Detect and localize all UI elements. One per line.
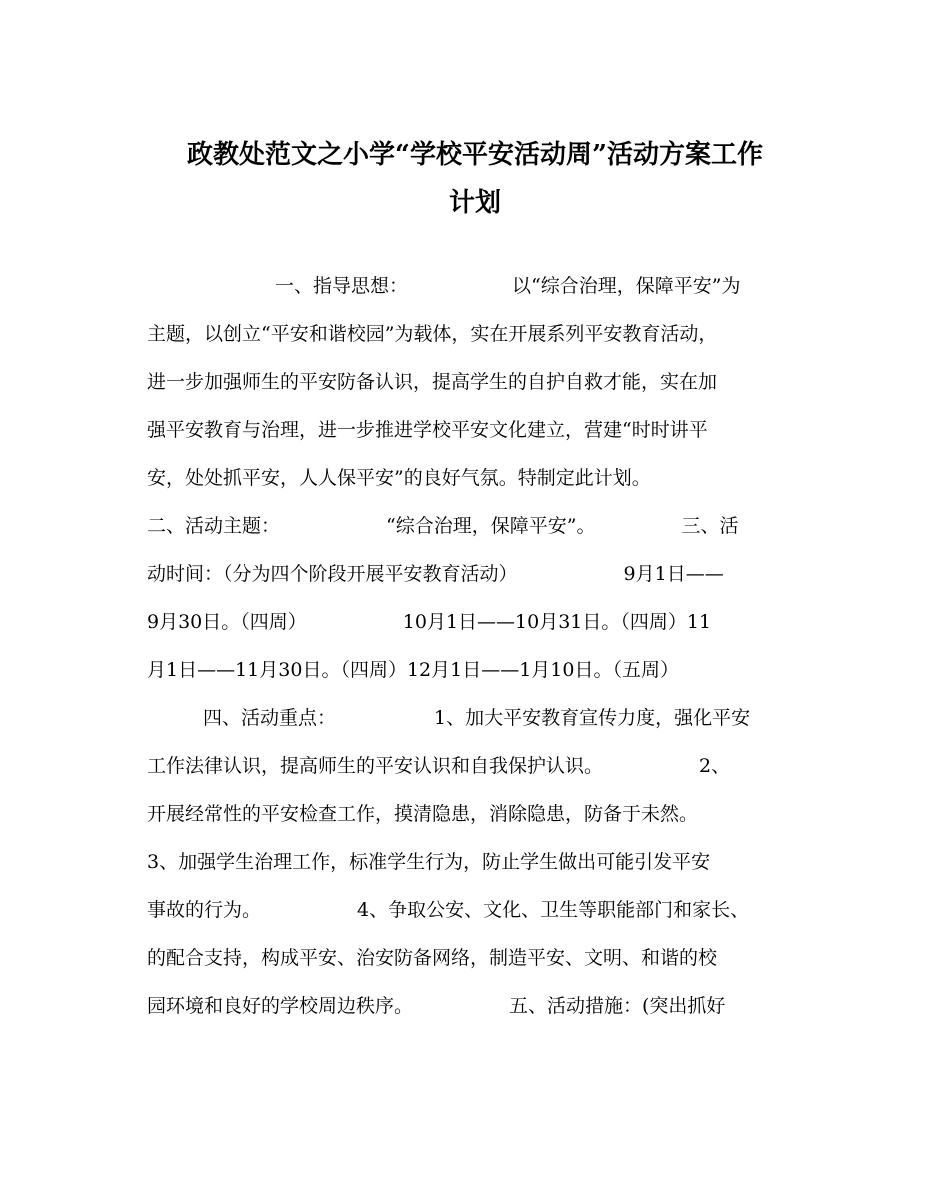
body-line bbox=[147, 848, 803, 876]
body-text-segment: 10月1日——10月31日。（四周）11 bbox=[402, 611, 712, 633]
body-text-segment: 月1日——11月30日。（四周）12月1日——1月10日。（五周） bbox=[147, 659, 679, 681]
body-text-segment: 动时间：（分为四个阶段开展平安教育活动） bbox=[147, 563, 518, 585]
body-line bbox=[147, 704, 803, 732]
body-line bbox=[147, 992, 803, 1020]
body-text-segment: 进一步加强师生的平安防备认识，提高学生的自护自救才能，实在加 bbox=[147, 371, 718, 393]
body-text-segment: 四、活动重点： bbox=[203, 707, 337, 729]
body-line bbox=[147, 752, 803, 780]
body-text-segment: 强平安教育与治理，进一步推进学校平安文化建立，营建“时时讲平 bbox=[147, 419, 708, 441]
body-text-segment: 以“综合治理，保障平安”为 bbox=[512, 275, 741, 297]
body-text-segment: 开展经常性的平安检查工作，摸清隐患，消除隐患，防备于未然。 bbox=[147, 803, 699, 825]
body-line bbox=[147, 512, 803, 540]
body-line bbox=[147, 368, 803, 396]
body-text-segment: 2、 bbox=[699, 755, 731, 777]
body-line bbox=[147, 896, 803, 924]
body-line bbox=[147, 944, 803, 972]
body-line bbox=[147, 272, 803, 300]
body-text-segment: 安，处处抓平安，人人保平安”的良好气氛。特制定此计划。 bbox=[147, 467, 651, 489]
body-line bbox=[147, 416, 803, 444]
body-text-segment: 园环境和良好的学校周边秩序。 bbox=[147, 995, 414, 1017]
body-line bbox=[147, 320, 803, 348]
body-text-segment: 三、活 bbox=[681, 515, 739, 537]
body-line bbox=[147, 800, 803, 828]
body-text-segment: 工作法律认识，提高师生的平安认识和自我保护认识。 bbox=[147, 755, 604, 777]
body-line bbox=[147, 608, 803, 636]
body-text-segment: 五、活动措施：(突出抓好 bbox=[509, 995, 726, 1017]
body-text-segment: 的配合支持，构成平安、治安防备网络，制造平安、文明、和谐的校 bbox=[147, 947, 718, 969]
body-line bbox=[147, 656, 803, 684]
body-text-segment: 4、争取公安、文化、卫生等职能部门和家长、 bbox=[357, 899, 750, 921]
document-title-line-1: 政教处范文之小学“学校平安活动周”活动方案工作 bbox=[187, 140, 763, 170]
body-line bbox=[147, 464, 803, 492]
body-line bbox=[147, 560, 803, 588]
body-text-segment: 二、活动主题： bbox=[147, 515, 281, 537]
document-title-line-2: 计划 bbox=[448, 188, 501, 218]
body-text-segment: 1、加大平安教育宣传力度，强化平安 bbox=[434, 707, 751, 729]
body-text-segment: 9月1日—— bbox=[623, 563, 724, 585]
body-text-segment: 9月30日。（四周） bbox=[147, 611, 307, 633]
body-text-segment: 主题，以创立“平安和谐校园”为载体，实在开展系列平安教育活动， bbox=[147, 323, 718, 345]
body-text-segment: 事故的行为。 bbox=[147, 899, 262, 921]
body-text-segment: 3、加强学生治理工作，标准学生行为，防止学生做出可能引发平安 bbox=[147, 851, 711, 873]
body-text-segment: “综合治理，保障平安”。 bbox=[386, 515, 596, 537]
body-text-segment: 一、指导思想： bbox=[275, 275, 409, 297]
